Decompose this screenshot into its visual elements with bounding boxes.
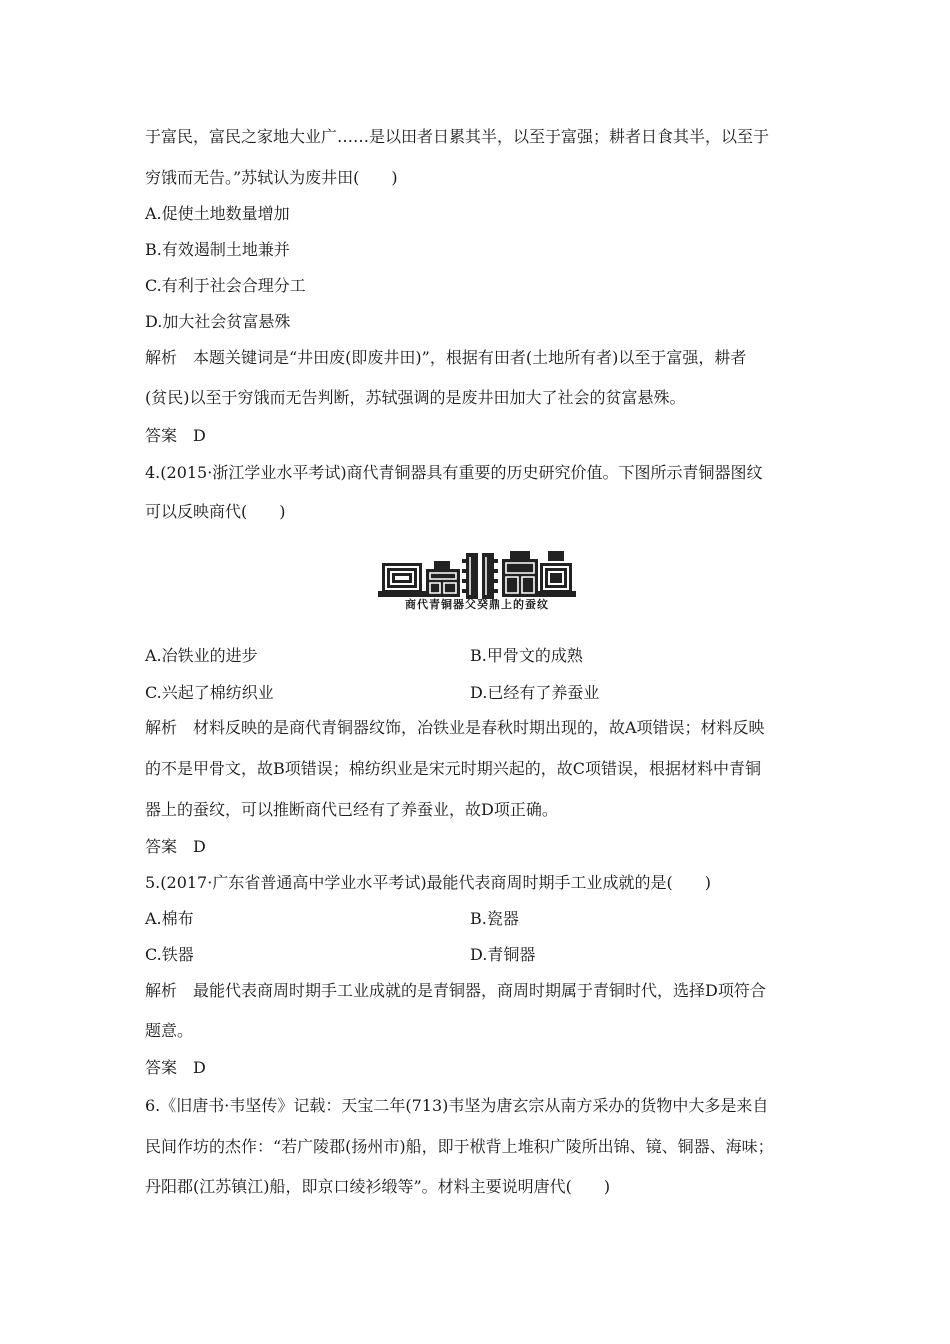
q5-analysis-line-2: 题意。	[145, 1021, 194, 1040]
q4-stem-line-1: 4.(2015·浙江学业水平考试)商代青铜器具有重要的历史研究价值。下图所示青铜器图纹	[145, 463, 763, 482]
q5-option-c: C.铁器	[145, 945, 194, 964]
q4-analysis-line-2: 的不是甲骨文，故B项错误；棉纺织业是宋元时期兴起的，故C项错误，根据材料中青铜	[145, 759, 762, 778]
q4-option-b: B.甲骨文的成熟	[470, 646, 583, 665]
q4-analysis-line-3: 器上的蚕纹，可以推断商代已经有了养蚕业，故D项正确。	[145, 800, 558, 819]
q3-option-d: D.加大社会贫富悬殊	[145, 312, 291, 331]
q4-stem-line-2: 可以反映商代( )	[145, 502, 286, 521]
q4-option-c: C.兴起了棉纺织业	[145, 683, 274, 702]
q4-analysis-line-1: 解析 材料反映的是商代青铜器纹饰，冶铁业是春秋时期出现的，故A项错误；材料反映	[145, 718, 765, 737]
q5-answer: 答案 D	[145, 1058, 206, 1077]
q4-option-a: A.冶铁业的进步	[145, 646, 258, 665]
q5-analysis-line-1: 解析 最能代表商周时期手工业成就的是青铜器，商周时期属于青铜时代，选择D项符合	[145, 981, 766, 1000]
q4-answer: 答案 D	[145, 837, 206, 856]
q4-option-d: D.已经有了养蚕业	[470, 683, 600, 702]
q3-option-c: C.有利于社会合理分工	[145, 276, 306, 295]
q3-option-a: A.促使土地数量增加	[145, 204, 290, 223]
q3-analysis-line-1: 解析 本题关键词是“井田废(即废井田)”，根据有田者(土地所有者)以至于富强，耕者	[145, 348, 747, 367]
q3-answer: 答案 D	[145, 426, 206, 445]
q3-option-b: B.有效遏制土地兼并	[145, 240, 290, 259]
q5-option-a: A.棉布	[145, 909, 194, 928]
q6-stem-line-1: 6.《旧唐书·韦坚传》记载：天宝二年(713)韦坚为唐玄宗从南方采办的货物中大多是来自	[145, 1096, 769, 1115]
q5-option-b: B.瓷器	[470, 909, 519, 928]
q6-stem-line-2: 民间作坊的杰作：“若广陵郡(扬州市)船，即于栿背上堆积广陵所出锦、镜、铜器、海味；	[145, 1137, 774, 1156]
q5-stem: 5.(2017·广东省普通高中学业水平考试)最能代表商周时期手工业成就的是( )	[145, 873, 712, 892]
q5-option-d: D.青铜器	[470, 945, 536, 964]
figure-caption: 商代青铜器父癸鼎上的蚕纹	[405, 598, 549, 611]
q3-stem-line-2: 穷饿而无告。”苏轼认为废井田( )	[145, 168, 398, 187]
q6-stem-line-3: 丹阳郡(江苏镇江)船，即京口绫衫缎等”。材料主要说明唐代( )	[145, 1177, 611, 1196]
q3-analysis-line-2: (贫民)以至于穷饿而无告判断，苏轼强调的是废井田加大了社会的贫富悬殊。	[145, 388, 686, 407]
q3-stem-line-1: 于富民，富民之家地大业广……是以田者日累其半，以至于富强；耕者日食其半，以至于	[145, 127, 770, 146]
